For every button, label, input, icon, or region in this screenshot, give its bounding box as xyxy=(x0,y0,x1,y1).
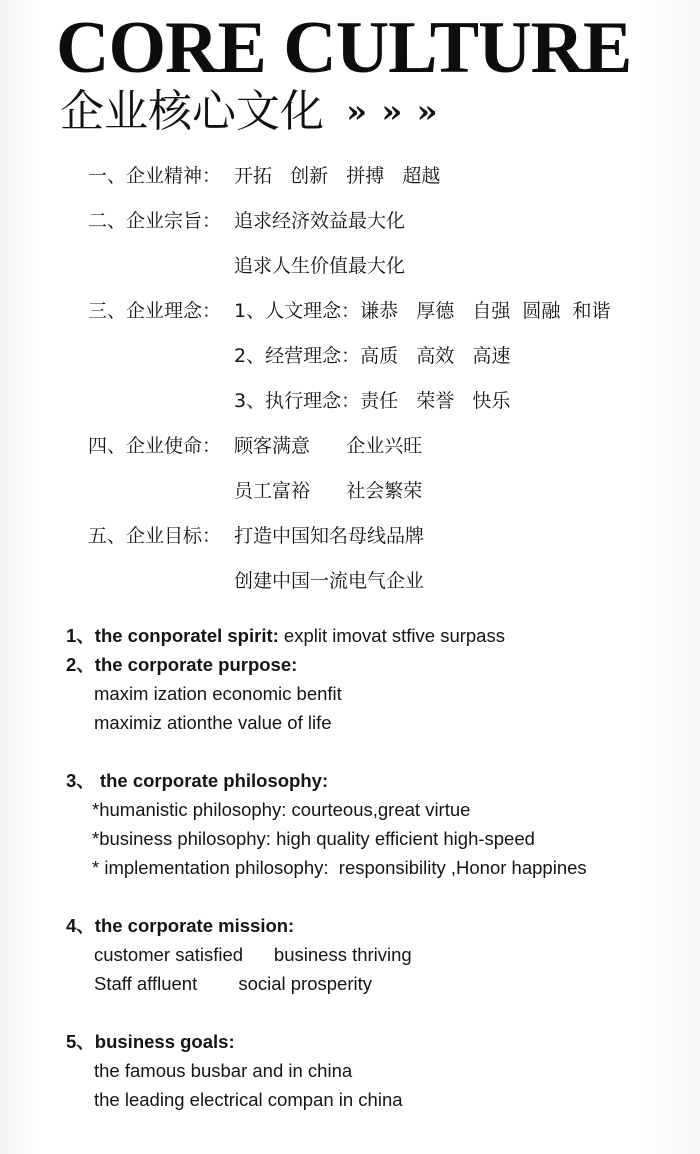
double-chevron-right-icon: » xyxy=(381,94,403,130)
en-goals-heading: 5、business goals: xyxy=(66,1031,235,1052)
cn-goals-line: 打造中国知名母线品牌 xyxy=(234,525,425,547)
cn-mission-row-continued xyxy=(88,469,688,514)
cn-purpose-row-continued xyxy=(88,244,688,289)
en-goals-heading-line xyxy=(66,1027,686,1056)
cn-philosophy-line: 2、经营理念：高质 高效 高速 xyxy=(234,345,511,367)
en-philosophy-line: *business philosophy: high quality efficient high-speed xyxy=(92,828,535,849)
cn-goals-label: 五、企业目标： xyxy=(88,525,222,547)
en-philosophy-line: *humanistic philosophy: courteous,great virtue xyxy=(92,799,471,820)
cn-mission-line: 顾客满意 企业兴旺 xyxy=(234,435,423,457)
cn-mission-row xyxy=(88,424,688,469)
en-purpose-heading-line xyxy=(66,650,686,679)
chinese-title: 企业核心文化 xyxy=(60,86,324,137)
en-philosophy-heading: 3、 the corporate philosophy: xyxy=(66,770,329,791)
double-chevron-right-icon: » xyxy=(346,94,368,130)
section-spacer xyxy=(66,737,686,766)
cn-spirit-value: 开拓 创新 拼搏 超越 xyxy=(234,165,441,187)
cn-philosophy-row-continued xyxy=(88,334,688,379)
cn-philosophy-row-continued xyxy=(88,379,688,424)
page-title: CORE CULTURE xyxy=(56,7,632,89)
cn-goals-row xyxy=(88,514,688,559)
en-mission-heading-line xyxy=(66,911,686,940)
chinese-title-row xyxy=(60,86,438,138)
cn-purpose-line: 追求经济效益最大化 xyxy=(234,210,406,232)
en-mission-line: Staff affluent social prosperity xyxy=(94,973,372,994)
en-purpose-line: maximiz ationthe value of life xyxy=(94,712,332,733)
cn-philosophy-row xyxy=(88,289,688,334)
en-mission-heading: 4、the corporate mission: xyxy=(66,915,295,936)
section-spacer xyxy=(66,998,686,1027)
section-spacer xyxy=(66,882,686,911)
en-philosophy-line: * implementation philosophy: responsibility ,Honor happines xyxy=(92,857,587,878)
en-goals-line: the famous busbar and in china xyxy=(94,1060,353,1081)
en-mission-line: customer satisfied business thriving xyxy=(94,944,412,965)
cn-purpose-row xyxy=(88,199,688,244)
cn-philosophy-line: 3、执行理念：责任 荣誉 快乐 xyxy=(234,390,511,412)
cn-purpose-label: 二、企业宗旨： xyxy=(88,210,222,232)
cn-philosophy-line: 1、人文理念：谦恭 厚德 自强 圆融 和谐 xyxy=(234,300,611,322)
chevron-group xyxy=(346,92,438,132)
cn-goals-line: 创建中国一流电气企业 xyxy=(234,570,425,592)
en-purpose-line: maxim ization economic benfit xyxy=(94,683,342,704)
en-spirit-heading: 1、the conporatel spirit: xyxy=(66,625,279,646)
cn-mission-label: 四、企业使命： xyxy=(88,435,222,457)
english-culture-list xyxy=(66,621,686,1114)
chinese-culture-list xyxy=(88,154,688,604)
cn-philosophy-label: 三、企业理念： xyxy=(88,300,222,322)
en-purpose-heading: 2、the corporate purpose: xyxy=(66,654,298,675)
cn-spirit-label: 一、企业精神： xyxy=(88,165,222,187)
double-chevron-right-icon: » xyxy=(416,94,438,130)
cn-goals-row-continued xyxy=(88,559,688,604)
cn-purpose-line: 追求人生价值最大化 xyxy=(234,255,406,277)
en-philosophy-heading-line xyxy=(66,766,686,795)
en-spirit-value: explit imovat stfive surpass xyxy=(278,625,505,646)
en-spirit-line xyxy=(66,621,686,650)
cn-spirit-row xyxy=(88,154,688,199)
cn-mission-line: 员工富裕 社会繁荣 xyxy=(234,480,423,502)
en-goals-line: the leading electrical compan in china xyxy=(94,1089,403,1110)
